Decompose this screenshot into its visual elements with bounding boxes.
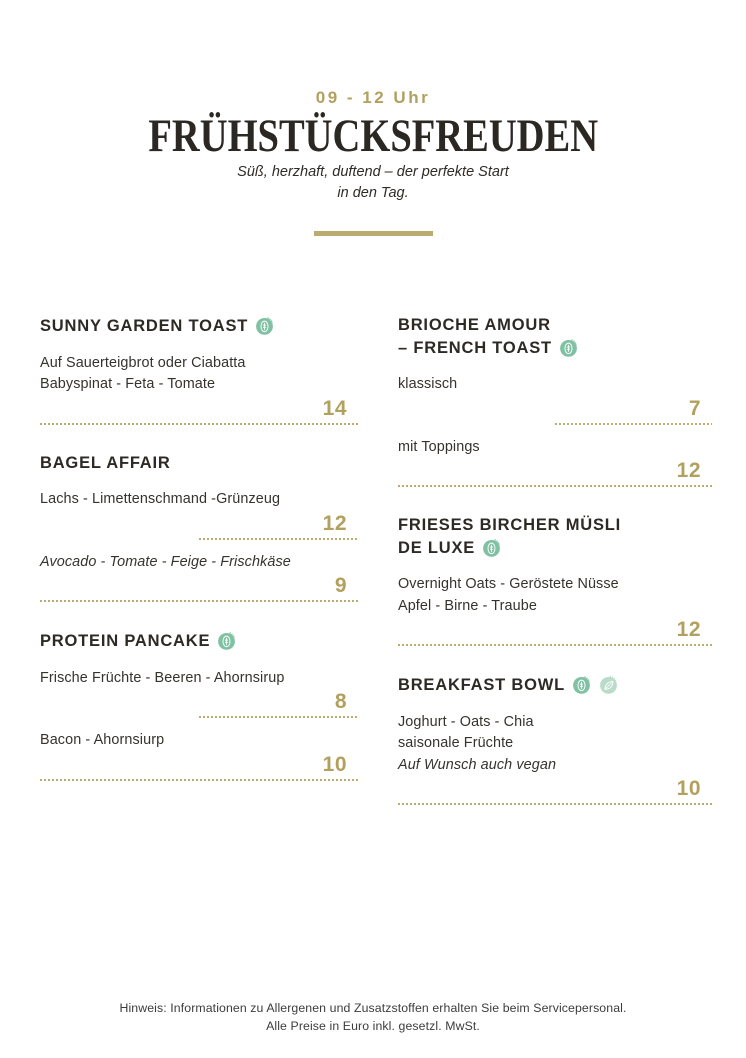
subtitle-line-1: Süß, herzhaft, duftend – der perfekte Start: [237, 164, 509, 180]
dotted-rule: [398, 485, 712, 487]
menu-section: [398, 671, 712, 817]
subtitle-line-2: in den Tag.: [337, 185, 409, 201]
menu-columns: [40, 312, 712, 830]
grain-badge-icon: [571, 674, 592, 695]
leaf-badge-icon: [598, 674, 619, 695]
dotted-rule: [40, 423, 358, 425]
section-title: [40, 315, 358, 338]
menu-section: [40, 627, 358, 793]
dotted-rule: [398, 644, 712, 646]
grain-badge-icon: [481, 537, 502, 558]
item-description: Frische Früchte - Beeren - Ahornsirup: [40, 669, 285, 686]
item-description: Joghurt - Oats - Chia: [398, 713, 534, 730]
menu-item: [40, 552, 358, 603]
dotted-rule: [40, 779, 358, 781]
menu-item: [398, 712, 712, 806]
dotted-rule: [199, 716, 358, 718]
menu-item: [40, 668, 358, 719]
section-title-line: SUNNY GARDEN TOAST: [40, 317, 249, 335]
item-description: Overnight Oats - Geröstete Nüsse: [398, 576, 619, 592]
section-title-line: BREAKFAST BOWL: [398, 676, 566, 694]
item-description: klassisch: [398, 376, 458, 392]
section-title-line: BAGEL AFFAIR: [40, 453, 171, 472]
section-title: [40, 630, 358, 653]
item-price: 9: [334, 574, 347, 597]
page-title: FRÜHSTÜCKSFREUDEN: [148, 110, 598, 162]
section-title-line: FRIESES BIRCHER MÜSLI: [398, 516, 622, 534]
footer-line-2: Alle Preise in Euro inkl. gesetzl. MwSt.: [266, 1019, 480, 1033]
item-price: 12: [322, 511, 347, 535]
item-price: 8: [334, 690, 347, 713]
item-price: 12: [676, 459, 701, 482]
menu-item: [40, 489, 358, 540]
section-title: [398, 315, 712, 359]
item-description: Bacon - Ahornsiurp: [40, 732, 165, 748]
item-description: Avocado - Tomate - Feige - Frischkäse: [40, 553, 291, 570]
menu-subtitle: [0, 162, 746, 204]
menu-item: [398, 574, 712, 646]
item-price: 10: [322, 752, 347, 776]
menu-item: [40, 353, 358, 425]
menu-section: [398, 512, 712, 658]
menu-section: [40, 450, 358, 615]
dotted-rule: [199, 538, 358, 540]
menu-item: [398, 374, 712, 425]
dotted-rule: [40, 600, 358, 602]
section-title-line: BRIOCHE AMOUR: [398, 316, 551, 334]
item-description: Auf Sauerteigbrot oder Ciabatta: [40, 354, 246, 371]
item-description: Apfel - Birne - Traube: [398, 597, 537, 614]
grain-badge-icon: [216, 630, 237, 651]
time-range: 09 - 12 Uhr: [315, 88, 431, 107]
item-price: 10: [676, 777, 701, 800]
item-price: 12: [676, 618, 701, 641]
item-description: Auf Wunsch auch vegan: [398, 756, 557, 773]
item-description: Babyspinat - Feta - Tomate: [40, 376, 216, 392]
item-price: 7: [688, 396, 701, 420]
section-title-line: – FRENCH TOAST: [398, 338, 552, 357]
footer-line-1: Hinweis: Informationen zu Allergenen und Zusatzstoffen erhalten Sie beim Servicepersonal.: [119, 1001, 627, 1015]
menu-item: [398, 437, 712, 488]
gold-divider: [314, 231, 433, 236]
section-title-line: PROTEIN PANCAKE: [40, 632, 211, 650]
dotted-rule: [555, 423, 712, 425]
menu-section: [40, 312, 358, 437]
section-title-line: DE LUXE: [398, 538, 476, 557]
menu-section: [398, 312, 712, 499]
item-description: saisonale Früchte: [398, 735, 514, 751]
section-title: [398, 515, 712, 559]
menu-header: [0, 88, 746, 236]
page-title-wrap: [0, 108, 746, 160]
section-title: [398, 674, 712, 697]
dotted-rule: [398, 803, 712, 805]
grain-badge-icon: [254, 315, 275, 336]
menu-column-right: [398, 312, 712, 830]
item-price: 14: [322, 396, 347, 420]
item-description: mit Toppings: [398, 438, 480, 455]
menu-footer: [0, 999, 746, 1035]
menu-item: [40, 730, 358, 781]
menu-column-left: [40, 312, 358, 830]
section-title: [40, 453, 358, 475]
grain-badge-icon: [558, 337, 579, 358]
item-description: Lachs - Limettenschmand -Grünzeug: [40, 491, 281, 507]
